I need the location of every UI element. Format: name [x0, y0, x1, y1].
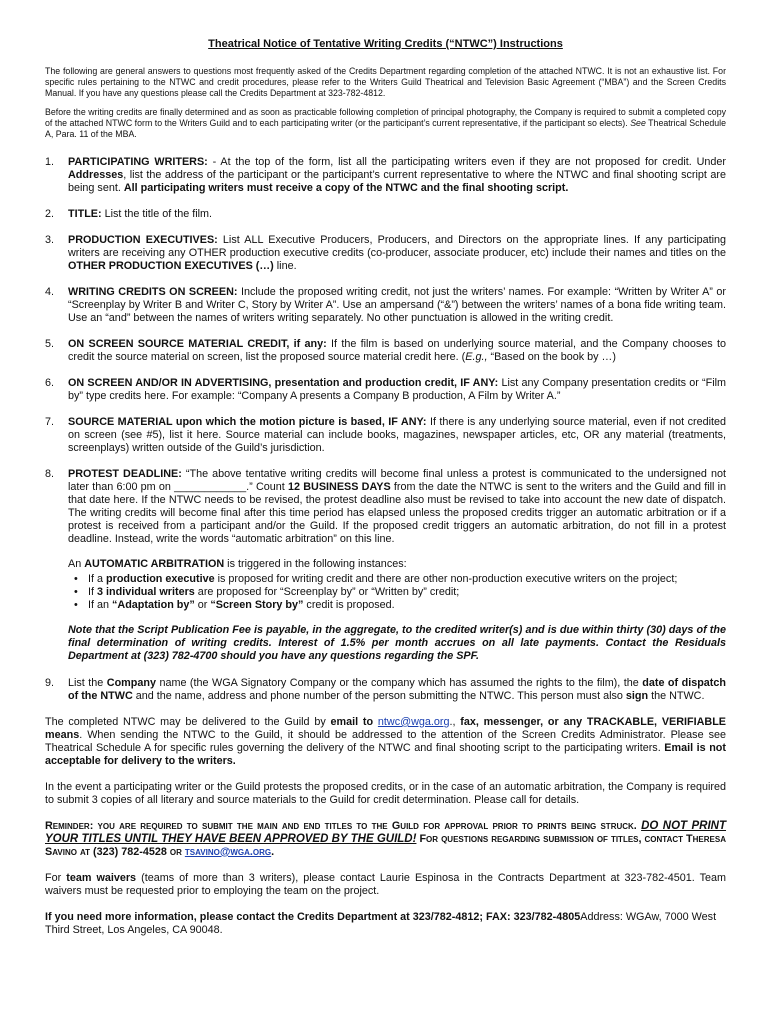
item-italic: E.g., [465, 350, 488, 363]
instruction-item-5 [45, 338, 726, 364]
item-heading: ON SCREEN AND/OR IN ADVERTISING, presentation and production credit, IF ANY: [68, 376, 499, 389]
instruction-item-9 [45, 677, 726, 703]
arb-text: is proposed for writing credit and there are other non-production executive writers on the project; [214, 572, 678, 585]
item-heading: SOURCE MATERIAL upon which the motion picture is based, IF ANY: [68, 415, 427, 428]
reminder-paragraph [45, 820, 726, 859]
arb-text: An [68, 557, 85, 570]
item-heading: ON SCREEN SOURCE MATERIAL CREDIT, if any: [68, 337, 327, 350]
list-item [68, 573, 726, 586]
delivery-text: . When sending the NTWC to the Guild, it should be addressed to the attention of the Screen Credits Administrator. Please see Theatrical Schedule A for specific rules governing the delivery of the NTWC and final shooting script to the participating writers. [45, 728, 726, 754]
intro2-ref: Theatrical Schedule A, Para. 11 of the MBA. [45, 118, 726, 139]
waivers-paragraph [45, 872, 726, 898]
item-bold: 12 BUSINESS DAYS [288, 480, 391, 493]
item-number: 9. [45, 676, 55, 689]
arb-text: or [194, 598, 211, 611]
item-text: - At the top of the form, list all the participating writers even if they are not proposed for credit. Under [207, 155, 726, 168]
delivery-bold: Email is not acceptable for delivery to the writers. [45, 741, 726, 767]
arb-text: are proposed for “Screenplay by” or “Written by” credit; [194, 585, 460, 598]
item-text: “Based on the book by …) [487, 350, 616, 363]
contact-address: Address: WGAw, 7000 West Third Street, Los Angeles, CA 90048. [45, 910, 717, 936]
arbitration-lead [68, 558, 726, 571]
delivery-text: ., [449, 715, 461, 728]
reminder-text: Reminder: you are required to submit the main and end titles to the Guild for approval prior to prints being struck. [45, 819, 637, 832]
item-text: line. [273, 259, 297, 272]
item-text: the NTWC. [648, 689, 705, 702]
reminder-text: For questions regarding submission of titles, contact Theresa Savino at (323) 782-4528 or [45, 832, 726, 858]
arb-bold: “Screen Story by” [210, 598, 304, 611]
item-number: 3. [45, 233, 55, 246]
item-text: List the [68, 676, 107, 689]
item-text: , list the address of the participant or the participant’s current representative to where the NTWC and final shooting script are being sent. [68, 168, 726, 194]
instruction-item-7 [45, 416, 726, 455]
tsavino-email-link[interactable]: tsavino@wga.org [184, 845, 272, 858]
waivers-text: (teams of more than 3 writers), please contact Laurie Espinosa in the Contracts Department at 323-782-4501. Team waivers must be requested prior to employing the team on the project. [45, 871, 726, 897]
item-heading: PARTICIPATING WRITERS: [68, 155, 208, 168]
instruction-item-1 [45, 156, 726, 195]
waivers-text: For [45, 871, 67, 884]
arb-text: is triggered in the following instances: [224, 557, 407, 570]
item-bold: All participating writers must receive a copy of the NTWC and the final shooting script. [123, 181, 569, 194]
item-text: and the name, address and phone number of the person submitting the NTWC. This person must also [132, 689, 626, 702]
arb-bold: AUTOMATIC ARBITRATION [84, 557, 225, 570]
item-heading: PROTEST DEADLINE: [68, 467, 182, 480]
reminder-warning: DO NOT PRINT YOUR TITLES UNTIL THEY HAVE BEEN APPROVED BY THE GUILD! [45, 819, 727, 845]
item-bold: Company [106, 676, 156, 689]
item-bold: date of dispatch of the NTWC [68, 676, 726, 702]
intro-paragraph-1: The following are general answers to questions most frequently asked of the Credits Department regarding completion of the attached NTWC. It is not an exhaustive list. For specific rules pertaining to the NTWC and credit procedures, please refer to the Writers Guild Theatrical and Television Basic Agreement (“MBA”) and the Screen Credits Manual. If you have any questions please call the Credits Department at 323-782-4812. [45, 66, 726, 98]
item-text: List ALL Executive Producers, Producers, and Directors on the appropriate lines. If any participating writers are receiving any OTHER production executive credits (co-producer, associate producer, etc) include their names and titles on the [68, 233, 726, 259]
item-number: 2. [45, 207, 55, 220]
arbitration-list [68, 573, 726, 612]
item-text: Include the proposed writing credit, not just the writers’ names. For example: “Written by Writer A” or “Screenplay by Writer B and Writer C, Story by Writer A”. Use an ampersand (“&”) between the writers’ names of a bona fide writing team. Use an “and” between the names of writers writing separately. No other punctuation is allowed in the writing credit. [68, 285, 726, 324]
item-text: name (the WGA Signatory Company or the company which has assumed the rights to the film), the [155, 676, 643, 689]
item-heading: TITLE: [68, 207, 102, 220]
delivery-text: The completed NTWC may be delivered to the Guild by [45, 715, 331, 728]
item-text: If the film is based on underlying source material, and the Company chooses to credit the source material on screen, list the proposed source material credit here. ( [68, 337, 726, 363]
protest-paragraph: In the event a participating writer or the Guild protests the proposed credits, or in the case of an automatic arbitration, the Company is required to submit 3 copies of all literary and source materials to the Guild for credit determination. Please call for details. [45, 780, 726, 806]
arb-text: If [88, 585, 97, 598]
item-number: 6. [45, 376, 55, 389]
arb-text: If a [88, 572, 107, 585]
instruction-item-3 [45, 234, 726, 273]
contact-paragraph [45, 911, 726, 937]
item-text: List the title of the film. [101, 207, 213, 220]
item-heading: PRODUCTION EXECUTIVES: [68, 233, 218, 246]
instruction-item-4 [45, 286, 726, 325]
list-item [68, 599, 726, 612]
item-number: 4. [45, 285, 55, 298]
waivers-bold: team waivers [66, 871, 137, 884]
ntwc-email-link[interactable]: ntwc@wga.org [377, 715, 450, 728]
item-text: from the date the NTWC is sent to the writers and the Guild and fill in that date here. If the NTWC needs to be revised, the protest deadline also must be revised to take into account the new date of dispatch. The writing credits will become final after this time period has elapsed unless the proposed credits trigger an automatic arbitration or if a protest is received from a participant and/or the Guild. If the proposed credit triggers an automatic arbitration, do not fill in a protest deadline. Instead, write the words “automatic arbitration” on this line. [68, 480, 727, 545]
item-number: 8. [45, 467, 55, 480]
arb-bold: “Adaptation by” [112, 598, 195, 611]
delivery-bold: fax, messenger, or any TRACKABLE, VERIFIABLE means [45, 715, 727, 741]
item-text: If there is any underlying source material, even if not credited on screen (see #5), list it here. Source material can include books, magazines, newspaper articles, etc, OR any material (treatments, screenplays) written outside of the Guild’s jurisdiction. [68, 415, 726, 454]
spf-note: Note that the Script Publication Fee is payable, in the aggregate, to the credited writer(s) and is due within thirty (30) days of the final determination of writing credits. Interest of 1.5% per month accrues on all late payments. Contact the Residuals Department at (323) 782-4700 should you have any questions regarding the SPF. [68, 623, 726, 662]
delivery-paragraph [45, 716, 726, 768]
item-bold: OTHER PRODUCTION EXECUTIVES (…) [68, 259, 274, 272]
arb-text: If an [88, 598, 113, 611]
contact-bold: If you need more information, please contact the Credits Department at 323/782-4812; FAX: 323/782-4805 [45, 910, 581, 923]
instruction-item-6 [45, 377, 726, 403]
item-bold: Addresses [68, 168, 124, 181]
arb-bold: 3 individual writers [97, 585, 195, 598]
item-number: 1. [45, 155, 55, 168]
item-text: List any Company presentation credits or “Film by” type credits here. For example: “Company A presents a Company B production, A Film by Writer A.” [68, 376, 726, 402]
list-item [68, 586, 726, 599]
item-heading: WRITING CREDITS ON SCREEN: [68, 285, 238, 298]
item-text: “The above tentative writing credits will become final unless a protest is communicated to the undersigned not later than 6:00 pm on ____________.” Count [68, 467, 726, 493]
delivery-bold: email to [330, 715, 374, 728]
item-bold: sign [625, 689, 649, 702]
item-number: 5. [45, 337, 55, 350]
instruction-item-8 [45, 468, 726, 546]
instruction-item-2 [45, 208, 726, 221]
item-number: 7. [45, 415, 55, 428]
page-title: Theatrical Notice of Tentative Writing Credits (“NTWC”) Instructions [208, 38, 563, 50]
automatic-arbitration-section [68, 558, 726, 663]
intro-paragraph-2 [45, 107, 726, 139]
arb-bold: production executive [106, 572, 215, 585]
reminder-text: . [271, 845, 275, 858]
intro2-see: See [630, 118, 646, 129]
intro2-text: Before the writing credits are finally determined and as soon as practicable following completion of principal photography, the Company is required to submit a completed copy of the attached NTWC form to the Writers Guild and to each participating writer (or the participant’s current representative, if the participant so elects). [45, 107, 726, 129]
arb-text: credit is proposed. [303, 598, 395, 611]
